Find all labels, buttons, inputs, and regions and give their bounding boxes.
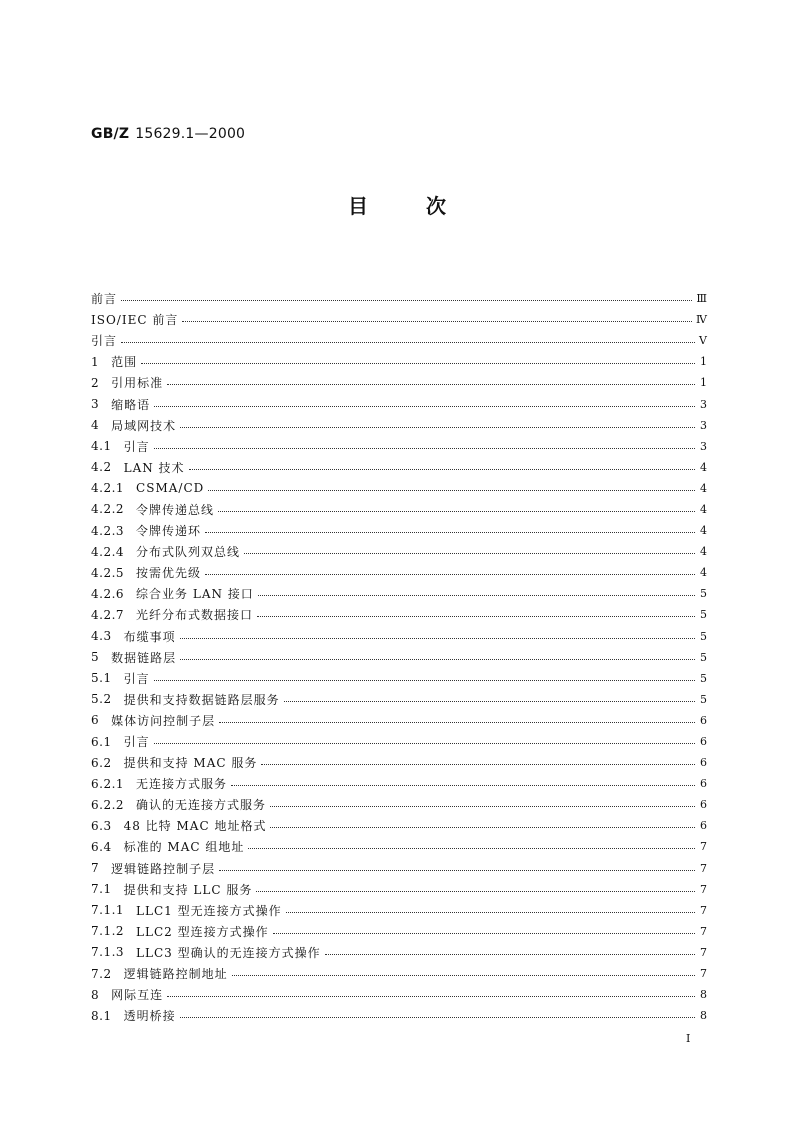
toc-entry-title: 提供和支持数据链路层服务: [123, 692, 280, 707]
toc-dot-leader: [154, 743, 695, 744]
toc-entry-number: 6.2.1: [91, 776, 125, 791]
page-title: [0, 190, 794, 219]
toc-entry-number: 4.2.5: [91, 565, 125, 580]
toc-entry-title: ISO/IEC 前言: [91, 313, 179, 328]
toc-entry-page: 4: [700, 502, 707, 516]
toc-entry-number: 5: [91, 650, 100, 665]
toc-entry-page: 7: [700, 882, 707, 896]
toc-entry[interactable]: [91, 710, 707, 731]
toc-entry[interactable]: [91, 330, 707, 351]
toc-entry-number: 4.2.2: [91, 502, 125, 517]
toc-entry-title: 按需优先级: [136, 566, 202, 581]
toc-entry-number: 3: [91, 397, 100, 412]
toc-entry-number: 4.2: [91, 460, 112, 475]
table-of-contents: [91, 288, 707, 1026]
toc-entry-number: 7.1.1: [91, 903, 125, 918]
toc-entry[interactable]: [91, 415, 707, 436]
toc-dot-leader: [121, 342, 695, 343]
toc-entry-number: 6.2.2: [91, 797, 125, 812]
toc-entry-number: 6: [91, 713, 100, 728]
toc-dot-leader: [180, 427, 695, 428]
toc-entry-number: 6.2: [91, 755, 112, 770]
toc-entry-title: 逻辑链路控制子层: [111, 861, 216, 876]
toc-entry[interactable]: [91, 942, 707, 963]
toc-dot-leader: [154, 448, 695, 449]
standard-prefix: GB/Z: [91, 126, 130, 142]
toc-entry[interactable]: [91, 309, 707, 330]
toc-entry-page: 7: [700, 903, 707, 917]
toc-entry-title: 缩略语: [111, 397, 151, 412]
toc-entry-page: 7: [700, 861, 707, 875]
toc-entry-page: 6: [700, 713, 707, 727]
document-code: [91, 126, 245, 142]
toc-entry[interactable]: [91, 499, 707, 520]
toc-entry[interactable]: [91, 794, 707, 815]
toc-entry-page: 5: [700, 608, 707, 622]
toc-entry-title: 令牌传递总线: [136, 502, 215, 517]
toc-dot-leader: [219, 722, 695, 723]
toc-entry-title: 提供和支持 MAC 服务: [123, 756, 258, 771]
toc-entry-page: 7: [700, 945, 707, 959]
toc-entry[interactable]: [91, 372, 707, 393]
toc-dot-leader: [286, 912, 695, 913]
toc-entry-title: CSMA/CD: [136, 481, 205, 496]
toc-entry-title: 标准的 MAC 组地址: [123, 840, 245, 855]
toc-entry-number: 5.2: [91, 692, 112, 707]
toc-entry-page: 6: [700, 735, 707, 749]
toc-entry-title: LLC3 型确认的无连接方式操作: [136, 945, 321, 960]
toc-entry-title: 媒体访问控制子层: [111, 713, 216, 728]
toc-entry[interactable]: [91, 647, 707, 668]
toc-dot-leader: [154, 406, 695, 407]
toc-entry-page: 5: [700, 629, 707, 643]
toc-dot-leader: [270, 806, 695, 807]
toc-entry-page: 5: [700, 650, 707, 664]
toc-entry[interactable]: [91, 752, 707, 773]
toc-entry-page: 1: [700, 355, 707, 369]
toc-entry-number: 7.1.2: [91, 924, 125, 939]
toc-entry-page: 3: [700, 418, 707, 432]
toc-entry-title: 数据链路层: [111, 650, 177, 665]
toc-entry[interactable]: [91, 626, 707, 647]
toc-entry-title: 逻辑链路控制地址: [123, 967, 228, 982]
toc-entry-title: 提供和支持 LLC 服务: [123, 882, 253, 897]
toc-entry[interactable]: [91, 815, 707, 836]
toc-entry[interactable]: [91, 562, 707, 583]
toc-entry-number: 8.1: [91, 1008, 112, 1023]
toc-dot-leader: [258, 595, 695, 596]
toc-entry-title: LLC2 型连接方式操作: [136, 924, 269, 939]
toc-entry[interactable]: [91, 457, 707, 478]
toc-entry-page: Ⅴ: [699, 334, 707, 348]
toc-entry[interactable]: [91, 858, 707, 879]
toc-entry-number: 2: [91, 375, 100, 390]
toc-entry-page: 4: [700, 566, 707, 580]
toc-entry-title: 确认的无连接方式服务: [136, 798, 267, 813]
toc-entry[interactable]: [91, 541, 707, 562]
toc-entry-page: 5: [700, 692, 707, 706]
toc-dot-leader: [182, 321, 692, 322]
page-title-text: 目次: [348, 194, 504, 218]
toc-entry-title: 网际互连: [111, 988, 164, 1003]
toc-dot-leader: [180, 638, 695, 639]
toc-dot-leader: [180, 659, 695, 660]
toc-entry-title: 范围: [111, 355, 138, 370]
toc-entry-number: 4.2.3: [91, 523, 125, 538]
toc-entry-title: 透明桥接: [123, 1009, 176, 1024]
toc-entry-page: 3: [700, 439, 707, 453]
toc-entry-page: 7: [700, 840, 707, 854]
toc-dot-leader: [244, 553, 695, 554]
toc-entry-page: Ⅲ: [696, 292, 707, 306]
toc-dot-leader: [121, 300, 692, 301]
toc-entry-title: 前言: [91, 292, 118, 307]
toc-entry-number: 4.2.4: [91, 544, 125, 559]
toc-entry-number: 7.1: [91, 882, 112, 897]
toc-entry-title: 引言: [91, 334, 118, 349]
toc-dot-leader: [218, 511, 695, 512]
toc-dot-leader: [205, 574, 695, 575]
toc-entry-page: 6: [700, 798, 707, 812]
toc-entry-page: 3: [700, 397, 707, 411]
toc-entry-number: 7.2: [91, 966, 112, 981]
toc-entry-page: 5: [700, 671, 707, 685]
toc-entry-title: 引言: [123, 671, 150, 686]
toc-dot-leader: [180, 1017, 695, 1018]
toc-entry[interactable]: [91, 520, 707, 541]
toc-entry-page: 5: [700, 587, 707, 601]
toc-entry-title: 综合业务 LAN 接口: [136, 587, 254, 602]
toc-entry-page: 8: [700, 1009, 707, 1023]
toc-entry[interactable]: [91, 689, 707, 710]
toc-entry[interactable]: [91, 288, 707, 309]
toc-entry[interactable]: [91, 583, 707, 604]
standard-number: 15629.1—2000: [135, 126, 246, 142]
toc-dot-leader: [248, 848, 695, 849]
toc-entry-title: 引用标准: [111, 376, 164, 391]
toc-dot-leader: [232, 975, 695, 976]
toc-dot-leader: [205, 532, 695, 533]
toc-entry[interactable]: [91, 963, 707, 984]
toc-entry-title: LAN 技术: [123, 460, 185, 475]
toc-dot-leader: [325, 954, 695, 955]
toc-dot-leader: [208, 490, 695, 491]
toc-entry-title: 引言: [123, 735, 150, 750]
toc-dot-leader: [154, 680, 695, 681]
toc-entry-title: 无连接方式服务: [136, 777, 228, 792]
toc-entry[interactable]: [91, 879, 707, 900]
toc-dot-leader: [141, 363, 695, 364]
toc-entry-number: 7.1.3: [91, 945, 125, 960]
toc-entry[interactable]: [91, 393, 707, 414]
toc-dot-leader: [284, 701, 695, 702]
toc-dot-leader: [167, 384, 695, 385]
toc-entry-title: 引言: [123, 439, 150, 454]
toc-entry-number: 6.4: [91, 839, 112, 854]
toc-entry-number: 6.3: [91, 818, 112, 833]
toc-entry-page: 4: [700, 481, 707, 495]
toc-entry-page: 7: [700, 924, 707, 938]
toc-entry-title: LLC1 型无连接方式操作: [136, 903, 282, 918]
toc-entry-number: 7: [91, 861, 100, 876]
toc-entry-page: 6: [700, 777, 707, 791]
toc-entry[interactable]: [91, 351, 707, 372]
toc-entry-number: 4.2.1: [91, 481, 125, 496]
toc-entry[interactable]: [91, 604, 707, 625]
toc-entry-number: 4.1: [91, 439, 112, 454]
toc-entry-page: 1: [700, 376, 707, 390]
toc-entry-page: 6: [700, 819, 707, 833]
toc-entry[interactable]: [91, 836, 707, 857]
toc-entry[interactable]: [91, 731, 707, 752]
toc-dot-leader: [261, 764, 695, 765]
toc-entry-number: 6.1: [91, 734, 112, 749]
toc-dot-leader: [257, 616, 695, 617]
toc-entry-title: 令牌传递环: [136, 524, 202, 539]
toc-entry-title: 布缆事项: [123, 629, 176, 644]
toc-entry-page: 4: [700, 524, 707, 538]
toc-entry-title: 光纤分布式数据接口: [136, 608, 254, 623]
toc-dot-leader: [273, 933, 695, 934]
toc-entry-number: 1: [91, 354, 100, 369]
toc-entry-number: 8: [91, 987, 100, 1002]
toc-entry[interactable]: [91, 984, 707, 1005]
toc-entry-page: 6: [700, 756, 707, 770]
toc-entry-number: 4: [91, 418, 100, 433]
toc-entry-title: 分布式队列双总线: [136, 545, 241, 560]
toc-dot-leader: [231, 785, 695, 786]
toc-entry-page: Ⅳ: [696, 313, 707, 327]
toc-entry[interactable]: [91, 921, 707, 942]
toc-entry[interactable]: [91, 478, 707, 499]
toc-entry-title: 48 比特 MAC 地址格式: [123, 819, 267, 834]
toc-entry[interactable]: [91, 773, 707, 794]
toc-entry-page: 4: [700, 545, 707, 559]
toc-entry[interactable]: [91, 1005, 707, 1026]
toc-entry[interactable]: [91, 900, 707, 921]
toc-entry-number: 5.1: [91, 671, 112, 686]
toc-dot-leader: [189, 469, 695, 470]
page-number: Ⅰ: [686, 1032, 691, 1045]
toc-dot-leader: [270, 827, 695, 828]
toc-entry-page: 4: [700, 460, 707, 474]
toc-dot-leader: [167, 996, 695, 997]
toc-entry-title: 局域网技术: [111, 418, 177, 433]
toc-entry-number: 4.2.7: [91, 607, 125, 622]
toc-entry-page: 7: [700, 967, 707, 981]
toc-dot-leader: [256, 891, 695, 892]
toc-entry-page: 8: [700, 988, 707, 1002]
toc-entry-number: 4.2.6: [91, 586, 125, 601]
toc-entry-number: 4.3: [91, 629, 112, 644]
toc-entry[interactable]: [91, 436, 707, 457]
toc-entry[interactable]: [91, 668, 707, 689]
toc-dot-leader: [219, 870, 695, 871]
